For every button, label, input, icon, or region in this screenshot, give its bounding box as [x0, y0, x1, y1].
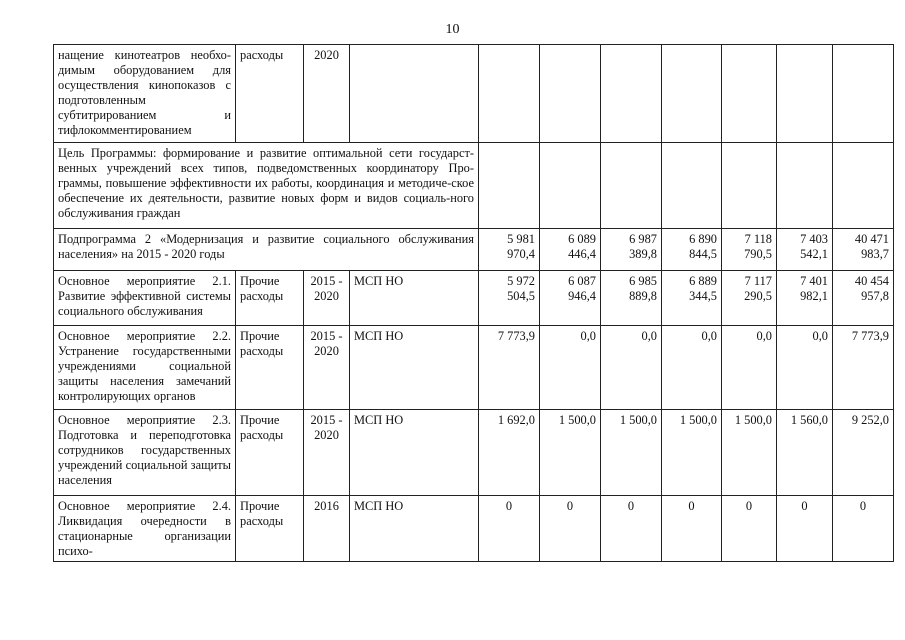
value-cell — [777, 45, 833, 143]
value-cell: 7 773,9 — [479, 326, 540, 410]
value-cell: 0,0 — [777, 326, 833, 410]
years-cell: 2016 — [304, 496, 350, 562]
value-cell — [662, 143, 722, 229]
value-cell: 0 — [662, 496, 722, 562]
value-cell: 0,0 — [662, 326, 722, 410]
funding-source-cell: Прочие расходы — [236, 496, 304, 562]
activity-name-cell: Основное мероприятие 2.3. Подготовка и переподготовка сотрудников государственных учреждений социальной защиты населения — [54, 410, 236, 496]
value-cell — [601, 45, 662, 143]
subprogram-title-cell: Подпрограмма 2 «Модернизация и развитие социального обслуживания населения» на 2015 - 2020 годы — [54, 229, 479, 271]
value-cell: 6 087 946,4 — [540, 271, 601, 326]
value-cell — [601, 143, 662, 229]
program-funding-table — [53, 44, 894, 562]
value-cell: 0 — [601, 496, 662, 562]
value-cell: 1 500,0 — [601, 410, 662, 496]
table-row — [54, 496, 894, 562]
executor-cell: МСП НО — [350, 410, 479, 496]
value-cell: 7 118 790,5 — [722, 229, 777, 271]
value-cell: 7 773,9 — [833, 326, 894, 410]
value-cell: 0,0 — [540, 326, 601, 410]
value-cell: 5 972 504,5 — [479, 271, 540, 326]
value-cell — [777, 143, 833, 229]
value-cell: 6 987 389,8 — [601, 229, 662, 271]
activity-name-cell: нащение кинотеатров необхо-димым оборудованием для осуществления кинопоказов с подготовленным субтитрированием и тифлокомментированием — [54, 45, 236, 143]
value-cell — [833, 45, 894, 143]
table-row — [54, 45, 894, 143]
value-cell: 1 560,0 — [777, 410, 833, 496]
value-cell: 0,0 — [601, 326, 662, 410]
table-row — [54, 271, 894, 326]
years-cell: 2020 — [304, 45, 350, 143]
value-cell: 0 — [479, 496, 540, 562]
years-cell: 2015 - 2020 — [304, 326, 350, 410]
funding-source-cell: расходы — [236, 45, 304, 143]
value-cell: 1 500,0 — [540, 410, 601, 496]
page-number: 10 — [445, 22, 460, 37]
activity-name-cell: Основное мероприятие 2.2. Устранение государственными учреждениями социальной защиты населения замечаний контролирующих органов — [54, 326, 236, 410]
executor-cell — [350, 45, 479, 143]
value-cell: 0 — [540, 496, 601, 562]
value-cell: 40 454 957,8 — [833, 271, 894, 326]
years-cell: 2015 - 2020 — [304, 410, 350, 496]
value-cell — [833, 143, 894, 229]
value-cell: 0,0 — [722, 326, 777, 410]
value-cell: 1 692,0 — [479, 410, 540, 496]
value-cell: 9 252,0 — [833, 410, 894, 496]
value-cell: 7 403 542,1 — [777, 229, 833, 271]
value-cell: 5 981 970,4 — [479, 229, 540, 271]
value-cell: 40 471 983,7 — [833, 229, 894, 271]
value-cell: 0 — [722, 496, 777, 562]
value-cell: 6 890 844,5 — [662, 229, 722, 271]
value-cell: 6 889 344,5 — [662, 271, 722, 326]
table-row — [54, 143, 894, 229]
value-cell — [662, 45, 722, 143]
value-cell: 6 089 446,4 — [540, 229, 601, 271]
value-cell — [479, 143, 540, 229]
value-cell — [722, 143, 777, 229]
table-row — [54, 229, 894, 271]
executor-cell: МСП НО — [350, 271, 479, 326]
value-cell — [540, 45, 601, 143]
value-cell: 0 — [833, 496, 894, 562]
value-cell — [479, 45, 540, 143]
funding-source-cell: Прочие расходы — [236, 271, 304, 326]
value-cell: 7 117 290,5 — [722, 271, 777, 326]
activity-name-cell: Основное мероприятие 2.4. Ликвидация очередности в стационарные организации психо- — [54, 496, 236, 562]
executor-cell: МСП НО — [350, 496, 479, 562]
funding-source-cell: Прочие расходы — [236, 326, 304, 410]
value-cell: 0 — [777, 496, 833, 562]
value-cell — [540, 143, 601, 229]
program-goal-cell: Цель Программы: формирование и развитие оптимальной сети государст-венных учреждений всех типов, подведомственных координатору Про-граммы, повышение эффективности их работы, координация и методиче-ское обеспечение их деятельности, развитие новых форм и видов социаль-ного обслуживания граждан — [54, 143, 479, 229]
value-cell: 6 985 889,8 — [601, 271, 662, 326]
value-cell: 7 401 982,1 — [777, 271, 833, 326]
funding-source-cell: Прочие расходы — [236, 410, 304, 496]
table-row — [54, 410, 894, 496]
value-cell — [722, 45, 777, 143]
value-cell: 1 500,0 — [722, 410, 777, 496]
years-cell: 2015 - 2020 — [304, 271, 350, 326]
executor-cell: МСП НО — [350, 326, 479, 410]
value-cell: 1 500,0 — [662, 410, 722, 496]
table-row — [54, 326, 894, 410]
activity-name-cell: Основное мероприятие 2.1. Развитие эффективной системы социального обслуживания — [54, 271, 236, 326]
